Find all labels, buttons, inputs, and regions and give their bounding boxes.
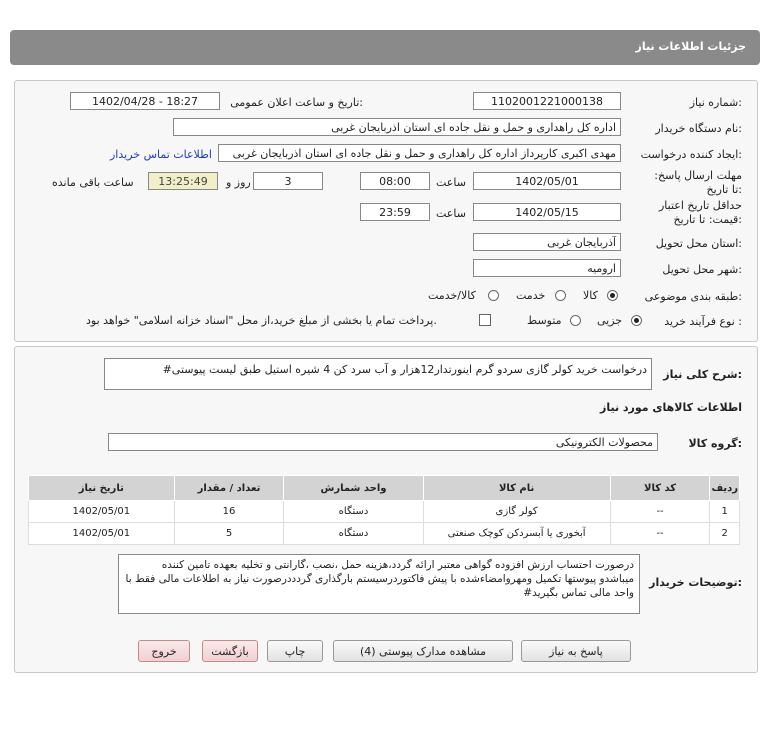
creator-label: ایجاد کننده درخواست:: [640, 148, 742, 161]
reply-time-field[interactable]: 08:00: [360, 172, 430, 190]
process-label: نوع فرآیند خرید :: [664, 315, 742, 328]
print-button[interactable]: چاپ: [267, 640, 323, 662]
process-option-minor: جزیی: [597, 314, 623, 327]
process-option-medium: متوسط: [527, 314, 562, 327]
cell-date: 1402/05/01: [29, 523, 175, 545]
province-field[interactable]: آذربایجان غربی: [473, 233, 621, 251]
days-field[interactable]: 3: [253, 172, 323, 190]
header-bar: [10, 30, 760, 65]
col-quantity: تعداد / مقدار: [174, 476, 284, 501]
treasury-payment-checkbox[interactable]: [479, 314, 491, 326]
page-title: جزئیات اطلاعات نیاز: [635, 40, 746, 53]
process-radio-minor[interactable]: [631, 315, 642, 326]
category-label: طبقه بندی موضوعی:: [644, 290, 742, 303]
cell-code: --: [610, 523, 710, 545]
contact-buyer-link[interactable]: اطلاعات تماس خریدار: [110, 148, 212, 161]
city-field[interactable]: ارومیه: [473, 259, 621, 277]
days-label: روز و: [226, 176, 251, 189]
goods-info-title: اطلاعات کالاهای مورد نیاز: [600, 401, 742, 414]
validity-time-field[interactable]: 23:59: [360, 203, 430, 221]
validity-time-label: ساعت: [436, 207, 466, 220]
treasury-payment-note: پرداخت تمام یا بخشی از مبلغ خرید،از محل "اسناد خزانه اسلامی" خواهد بود.: [86, 314, 437, 327]
cell-row: 2: [710, 523, 740, 545]
goods-group-label: گروه کالا:: [688, 437, 742, 450]
validity-label: حداقل تاریخ اعتبار قیمت: تا تاریخ:: [658, 199, 742, 226]
category-option-goods-service: کالا/خدمت: [428, 289, 476, 302]
cell-name: کولر گازی: [423, 501, 610, 523]
buyer-notes-label: توضیحات خریدار:: [649, 576, 742, 589]
validity-date-field[interactable]: 1402/05/15: [473, 203, 621, 221]
description-field[interactable]: درخواست خرید کولر گازی سردو گرم اینورتدار12هزار و آب سرد کن 4 شیره استیل طبق لیست پیوستی#: [104, 358, 652, 390]
buyer-notes-field[interactable]: درصورت احتساب ارزش افزوده گواهی معتبر ارائه گردد،هزینه حمل ،نصب ،گارانتی و تخلیه بعهده تامین کننده میباشدو پیوستها تکمیل ومهروامضاءشده با پیش فاکتوردرسیستم بارگذاری گردددرصورت نیاز به اطلاعات مالی فقط با واحد مالی تماس بگیرید#: [118, 554, 640, 614]
category-radio-service[interactable]: [555, 290, 566, 301]
province-label: استان محل تحویل:: [655, 237, 742, 250]
col-unit: واحد شمارش: [284, 476, 423, 501]
remaining-time-field: 13:25:49: [148, 172, 218, 190]
cell-quantity: 16: [174, 501, 284, 523]
need-number-field[interactable]: 1102001221000138: [473, 92, 621, 110]
category-radio-goods[interactable]: [607, 290, 618, 301]
table-row[interactable]: [29, 501, 740, 523]
view-attachments-button[interactable]: مشاهده مدارک پیوستی (4): [333, 640, 513, 662]
description-label: شرح کلی نیاز:: [663, 368, 742, 381]
cell-name: آبخوری یا آبسردکن کوچک صنعتی: [423, 523, 610, 545]
cell-unit: دستگاه: [284, 523, 423, 545]
buyer-field[interactable]: اداره کل راهداری و حمل و نقل جاده ای استان اذربایجان غربی: [173, 118, 621, 136]
cell-date: 1402/05/01: [29, 501, 175, 523]
reply-time-label: ساعت: [436, 176, 466, 189]
cell-row: 1: [710, 501, 740, 523]
exit-button[interactable]: خروج: [138, 640, 190, 662]
creator-field[interactable]: مهدی اکبری کارپرداز اداره کل راهداری و حمل و نقل جاده ای استان اذربایجان غربی: [218, 144, 621, 162]
category-option-goods: کالا: [583, 289, 598, 302]
process-radio-medium[interactable]: [570, 315, 581, 326]
reply-deadline-label: مهلت ارسال پاسخ: تا تاریخ:: [654, 169, 742, 196]
reply-button[interactable]: پاسخ به نیاز: [521, 640, 631, 662]
need-number-label: شماره نیاز:: [689, 96, 742, 109]
cell-code: --: [610, 501, 710, 523]
buyer-label: نام دستگاه خریدار:: [655, 122, 742, 135]
category-option-service: خدمت: [516, 289, 546, 302]
goods-table: [28, 475, 740, 545]
reply-date-field[interactable]: 1402/05/01: [473, 172, 621, 190]
city-label: شهر محل تحویل:: [662, 263, 742, 276]
table-row[interactable]: [29, 523, 740, 545]
cell-quantity: 5: [174, 523, 284, 545]
remaining-label: ساعت باقی مانده: [52, 176, 134, 189]
cell-unit: دستگاه: [284, 501, 423, 523]
col-name: نام کالا: [423, 476, 610, 501]
goods-group-field[interactable]: محصولات الکترونیکی: [108, 433, 658, 451]
announce-field[interactable]: 1402/04/28 - 18:27: [70, 92, 220, 110]
category-radio-goods-service[interactable]: [488, 290, 499, 301]
col-date: تاریخ نیاز: [29, 476, 175, 501]
table-header-row: [29, 476, 740, 501]
announce-label: تاریخ و ساعت اعلان عمومی:: [230, 96, 363, 109]
back-button[interactable]: بازگشت: [202, 640, 258, 662]
col-code: کد کالا: [610, 476, 710, 501]
col-row: ردیف: [710, 476, 740, 501]
